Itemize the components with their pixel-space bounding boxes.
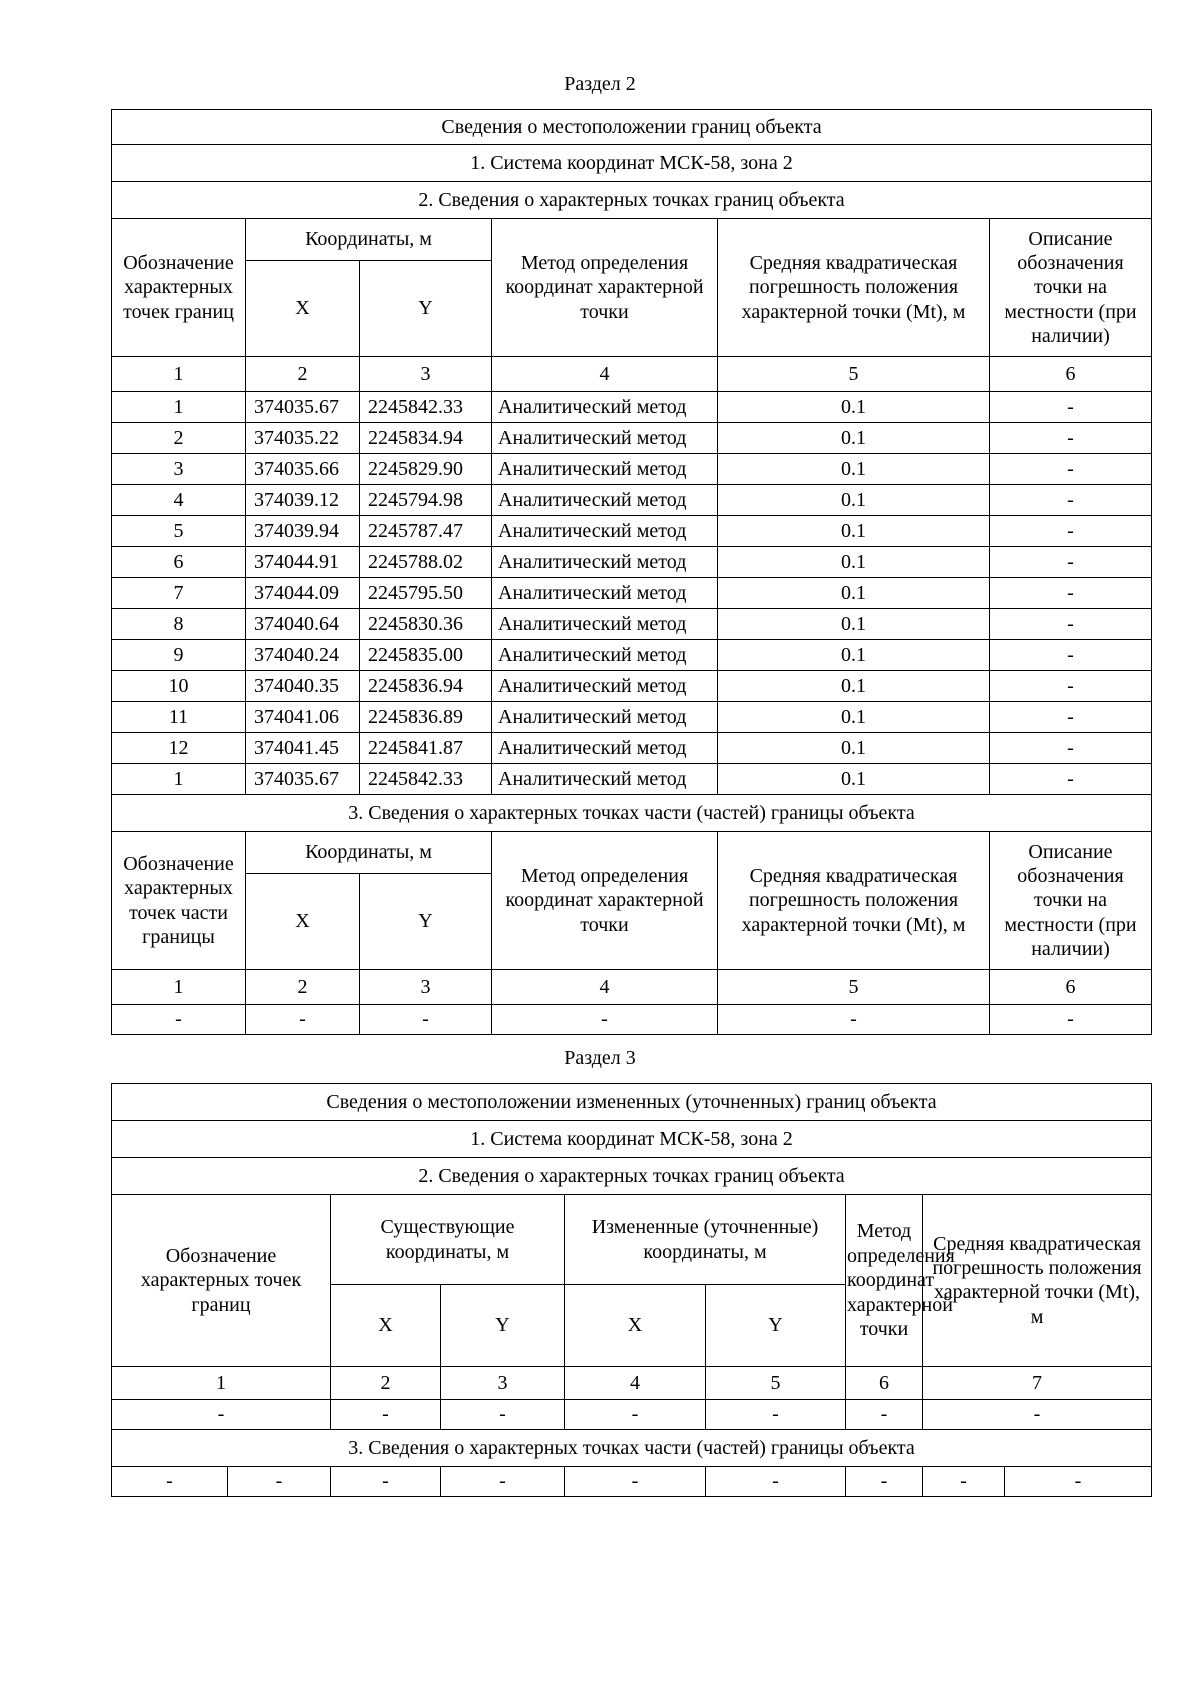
empty-cell: -	[846, 1466, 923, 1496]
empty-cell: -	[565, 1399, 706, 1429]
point-designation: 1	[112, 764, 246, 795]
parts-heading: 3. Сведения о характерных точках части (частей) границы объекта	[112, 795, 1152, 832]
header-designation: Обозначение характерных точек границ	[112, 1195, 331, 1367]
title-row	[112, 1084, 1152, 1121]
mt-value: 0.1	[718, 454, 990, 485]
empty-cell: -	[923, 1399, 1152, 1429]
table-title: Сведения о местоположении границ объекта	[112, 110, 1152, 145]
header-existing-coordinates: Существующие координаты, м	[331, 1195, 565, 1285]
point-designation: 12	[112, 733, 246, 764]
column-number: 6	[846, 1366, 923, 1399]
method: Аналитический метод	[492, 733, 718, 764]
header-row	[112, 1195, 1152, 1285]
section-2-table	[111, 109, 1152, 1035]
header-changed-y: Y	[706, 1285, 846, 1367]
table-row	[112, 671, 1152, 702]
coord-x: 374035.22	[246, 423, 360, 454]
header-coordinates: Координаты, м	[246, 832, 492, 874]
column-number: 5	[706, 1366, 846, 1399]
table-row	[112, 423, 1152, 454]
column-number: 6	[990, 357, 1152, 392]
empty-cell: -	[112, 1005, 246, 1035]
header-existing-y: Y	[441, 1285, 565, 1367]
column-number: 1	[112, 1366, 331, 1399]
method: Аналитический метод	[492, 485, 718, 516]
point-designation: 2	[112, 423, 246, 454]
header-coordinates: Координаты, м	[246, 219, 492, 261]
coord-x: 374035.67	[246, 392, 360, 423]
table-row	[112, 702, 1152, 733]
coord-x: 374040.64	[246, 609, 360, 640]
description: -	[990, 609, 1152, 640]
coord-x: 374040.35	[246, 671, 360, 702]
header-x: X	[246, 261, 360, 357]
column-number-row	[112, 1366, 1152, 1399]
method: Аналитический метод	[492, 764, 718, 795]
empty-cell: -	[492, 1005, 718, 1035]
section-3-table	[111, 1083, 1152, 1497]
header-mt: Средняя квадратическая погрешность положения характерной точки (Mt), м	[923, 1195, 1152, 1367]
point-designation: 9	[112, 640, 246, 671]
empty-cell: -	[246, 1005, 360, 1035]
column-number: 4	[492, 970, 718, 1005]
section-2-table-body	[112, 110, 1152, 1035]
mt-value: 0.1	[718, 578, 990, 609]
empty-cell: -	[112, 1399, 331, 1429]
system-row	[112, 1121, 1152, 1158]
table-title: Сведения о местоположении измененных (уточненных) границ объекта	[112, 1084, 1152, 1121]
empty-cell: -	[706, 1466, 846, 1496]
description: -	[990, 764, 1152, 795]
coord-y: 2245836.89	[360, 702, 492, 733]
point-designation: 1	[112, 392, 246, 423]
mt-value: 0.1	[718, 671, 990, 702]
description: -	[990, 671, 1152, 702]
column-number: 2	[331, 1366, 441, 1399]
parts-heading: 3. Сведения о характерных точках части (частей) границы объекта	[112, 1429, 1152, 1466]
table-row	[112, 764, 1152, 795]
column-number: 4	[492, 357, 718, 392]
description: -	[990, 702, 1152, 733]
header-changed-coordinates: Измененные (уточненные) координаты, м	[565, 1195, 846, 1285]
coord-y: 2245788.02	[360, 547, 492, 578]
empty-cell: -	[718, 1005, 990, 1035]
method: Аналитический метод	[492, 392, 718, 423]
column-number: 1	[112, 970, 246, 1005]
empty-cell: -	[1005, 1466, 1152, 1496]
mt-value: 0.1	[718, 423, 990, 454]
mt-value: 0.1	[718, 702, 990, 733]
method: Аналитический метод	[492, 547, 718, 578]
heading-row	[112, 795, 1152, 832]
method: Аналитический метод	[492, 609, 718, 640]
column-number: 3	[360, 357, 492, 392]
coord-y: 2245794.98	[360, 485, 492, 516]
section-3-table-body	[112, 1084, 1152, 1497]
coord-x: 374035.66	[246, 454, 360, 485]
section-2-title: Раздел 2	[564, 73, 636, 95]
table-row	[112, 547, 1152, 578]
empty-cell: -	[331, 1399, 441, 1429]
method: Аналитический метод	[492, 671, 718, 702]
table-row	[112, 609, 1152, 640]
mt-value: 0.1	[718, 764, 990, 795]
column-number: 3	[360, 970, 492, 1005]
coord-y: 2245841.87	[360, 733, 492, 764]
empty-cell: -	[565, 1466, 706, 1496]
coord-y: 2245836.94	[360, 671, 492, 702]
points-heading: 2. Сведения о характерных точках границ объекта	[112, 182, 1152, 219]
empty-cell: -	[923, 1466, 1005, 1496]
header-method: Метод определения координат характерной точки	[846, 1195, 923, 1367]
empty-cell: -	[360, 1005, 492, 1035]
point-designation: 7	[112, 578, 246, 609]
header-method: Метод определения координат характерной точки	[492, 219, 718, 357]
coord-y: 2245842.33	[360, 764, 492, 795]
header-mt: Средняя квадратическая погрешность положения характерной точки (Mt), м	[718, 219, 990, 357]
header-description: Описание обозначения точки на местности (при наличии)	[990, 219, 1152, 357]
table-row	[112, 392, 1152, 423]
empty-cell: -	[706, 1399, 846, 1429]
method: Аналитический метод	[492, 423, 718, 454]
section-3-title: Раздел 3	[564, 1047, 636, 1069]
coord-y: 2245842.33	[360, 392, 492, 423]
header-part-designation: Обозначение характерных точек части границы	[112, 832, 246, 970]
mt-value: 0.1	[718, 640, 990, 671]
mt-value: 0.1	[718, 392, 990, 423]
description: -	[990, 733, 1152, 764]
header-description: Описание обозначения точки на местности (при наличии)	[990, 832, 1152, 970]
coord-y: 2245795.50	[360, 578, 492, 609]
coord-y: 2245830.36	[360, 609, 492, 640]
coord-x: 374041.45	[246, 733, 360, 764]
header-y: Y	[360, 874, 492, 970]
method: Аналитический метод	[492, 516, 718, 547]
column-number: 2	[246, 970, 360, 1005]
method: Аналитический метод	[492, 640, 718, 671]
table-row	[112, 454, 1152, 485]
description: -	[990, 423, 1152, 454]
coordinate-system: 1. Система координат МСК-58, зона 2	[112, 145, 1152, 182]
description: -	[990, 547, 1152, 578]
table-row	[112, 516, 1152, 547]
coord-x: 374044.09	[246, 578, 360, 609]
point-designation: 11	[112, 702, 246, 733]
table-row	[112, 733, 1152, 764]
heading-row	[112, 182, 1152, 219]
point-designation: 6	[112, 547, 246, 578]
header-changed-x: X	[565, 1285, 706, 1367]
coord-y: 2245835.00	[360, 640, 492, 671]
method: Аналитический метод	[492, 578, 718, 609]
header-row	[112, 832, 1152, 874]
points-heading: 2. Сведения о характерных точках границ объекта	[112, 1158, 1152, 1195]
column-number: 3	[441, 1366, 565, 1399]
column-number: 7	[923, 1366, 1152, 1399]
empty-cell: -	[990, 1005, 1152, 1035]
header-existing-x: X	[331, 1285, 441, 1367]
table-row	[112, 1399, 1152, 1429]
column-number: 5	[718, 970, 990, 1005]
method: Аналитический метод	[492, 702, 718, 733]
description: -	[990, 640, 1152, 671]
heading-row	[112, 1158, 1152, 1195]
header-y: Y	[360, 261, 492, 357]
column-number: 6	[990, 970, 1152, 1005]
mt-value: 0.1	[718, 485, 990, 516]
title-row	[112, 110, 1152, 145]
table-row	[112, 485, 1152, 516]
header-designation: Обозначение характерных точек границ	[112, 219, 246, 357]
header-row	[112, 219, 1152, 261]
point-designation: 3	[112, 454, 246, 485]
coord-x: 374041.06	[246, 702, 360, 733]
description: -	[990, 516, 1152, 547]
method: Аналитический метод	[492, 454, 718, 485]
column-number: 2	[246, 357, 360, 392]
empty-cell: -	[331, 1466, 441, 1496]
point-designation: 10	[112, 671, 246, 702]
coord-y: 2245834.94	[360, 423, 492, 454]
empty-cell: -	[112, 1466, 228, 1496]
coord-x: 374044.91	[246, 547, 360, 578]
coordinate-system: 1. Система координат МСК-58, зона 2	[112, 1121, 1152, 1158]
column-number: 5	[718, 357, 990, 392]
column-number: 1	[112, 357, 246, 392]
coord-x: 374039.12	[246, 485, 360, 516]
point-designation: 4	[112, 485, 246, 516]
mt-value: 0.1	[718, 609, 990, 640]
coord-x: 374035.67	[246, 764, 360, 795]
header-x: X	[246, 874, 360, 970]
coord-y: 2245829.90	[360, 454, 492, 485]
point-designation: 8	[112, 609, 246, 640]
point-designation: 5	[112, 516, 246, 547]
header-mt: Средняя квадратическая погрешность положения характерной точки (Mt), м	[718, 832, 990, 970]
empty-cell: -	[441, 1399, 565, 1429]
table-row	[112, 640, 1152, 671]
coord-y: 2245787.47	[360, 516, 492, 547]
system-row	[112, 145, 1152, 182]
coord-x: 374040.24	[246, 640, 360, 671]
description: -	[990, 454, 1152, 485]
column-number: 4	[565, 1366, 706, 1399]
table-row	[112, 1005, 1152, 1035]
table-row	[112, 1466, 1152, 1496]
description: -	[990, 485, 1152, 516]
empty-cell: -	[846, 1399, 923, 1429]
empty-cell: -	[441, 1466, 565, 1496]
header-method: Метод определения координат характерной точки	[492, 832, 718, 970]
coord-x: 374039.94	[246, 516, 360, 547]
heading-row	[112, 1429, 1152, 1466]
mt-value: 0.1	[718, 733, 990, 764]
description: -	[990, 578, 1152, 609]
mt-value: 0.1	[718, 547, 990, 578]
column-number-row	[112, 970, 1152, 1005]
column-number-row	[112, 357, 1152, 392]
table-row	[112, 578, 1152, 609]
description: -	[990, 392, 1152, 423]
empty-cell: -	[228, 1466, 331, 1496]
mt-value: 0.1	[718, 516, 990, 547]
